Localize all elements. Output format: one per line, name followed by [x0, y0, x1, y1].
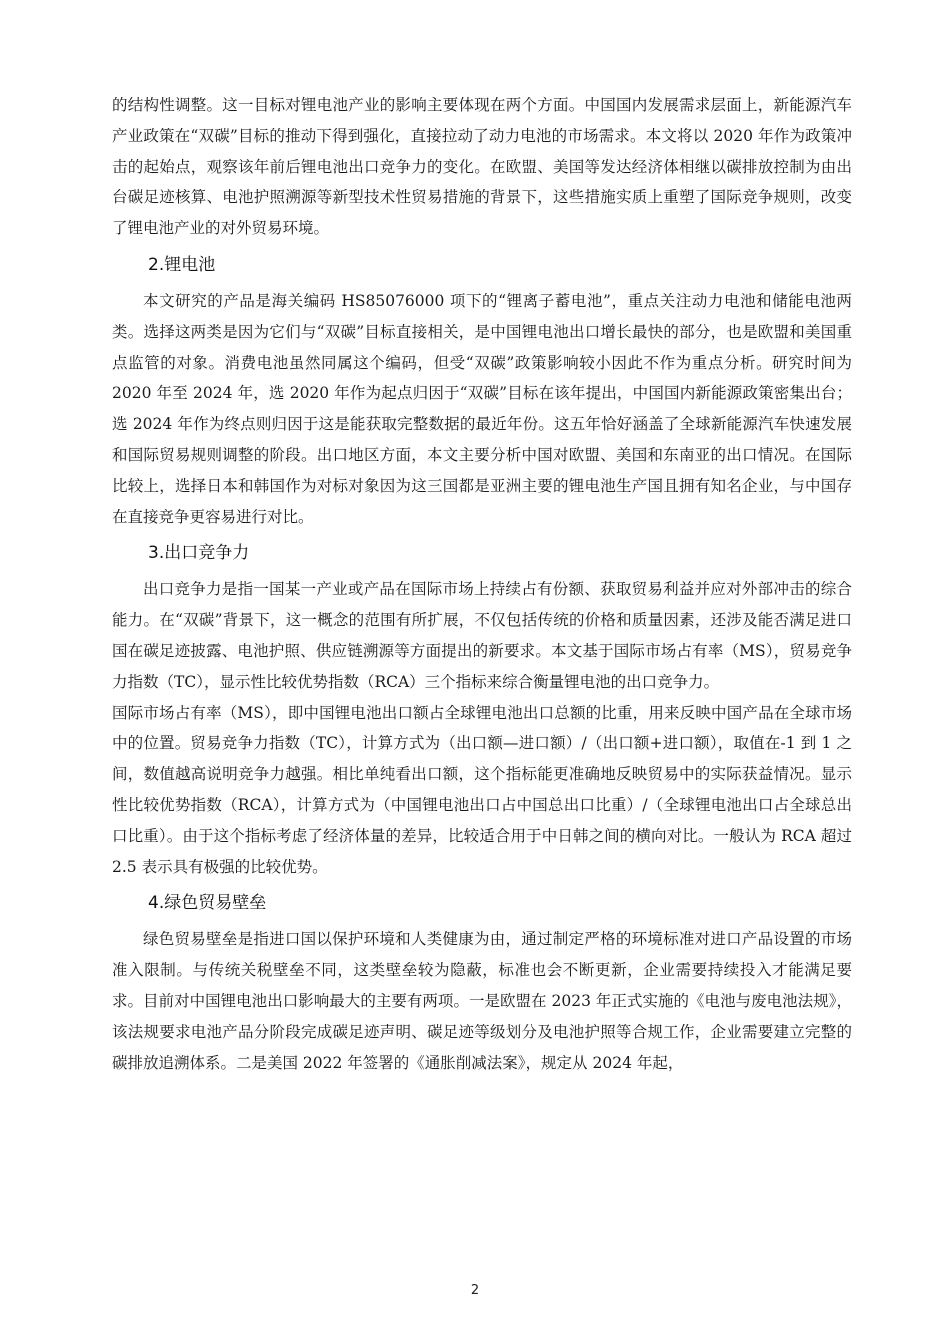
section-heading-lithium-battery: 2.锂电池 — [148, 254, 216, 275]
paragraph-intro: 的结构性调整。这一目标对锂电池产业的影响主要体现在两个方面。中国国内发展需求层面上，新能源汽车产业政策在“双碳”目标的推动下得到强化，直接拉动了动力电池的市场需求。本文将以 2020 年作为政策冲击的起始点，观察该年前后锂电池出口竞争力的变化。在欧盟、美国等发达经济体相继以碳排放控制为由出台碳足迹核算、电池护照溯源等新型技术性贸易措施的背景下，这些措施实质上重塑了国际竞争规则，改变了锂电池产业的对外贸易环境。 — [112, 96, 852, 238]
section-heading-export-competitiveness: 3.出口竞争力 — [148, 543, 250, 564]
document-body — [112, 90, 852, 1078]
paragraph-export-competitiveness: 出口竞争力是指一国某一产业或产品在国际市场上持续占有份额、获取贸易利益并应对外部冲击的综合能力。在“双碳”背景下，这一概念的范围有所扩展，不仅包括传统的价格和质量因素，还涉及能否满足进口国在碳足迹披露、电池护照、供应链溯源等方面提出的新要求。本文基于国际市场占有率（MS），贸易竞争力指数（TC），显示性比较优势指数（RCA）三个指标来综合衡量锂电池的出口竞争力。 — [112, 580, 852, 691]
page-number: 2 — [470, 1283, 480, 1298]
section-heading-green-trade-barrier: 4.绿色贸易壁垒 — [148, 893, 267, 914]
paragraph-lithium-battery: 本文研究的产品是海关编码 HS85076000 项下的“锂离子蓄电池”，重点关注动力电池和储能电池两类。选择这两类是因为它们与“双碳”目标直接相关，是中国锂电池出口增长最快的部分，也是欧盟和美国重点监管的对象。消费电池虽然同属这个编码，但受“双碳”政策影响较小因此不作为重点分析。研究时间为 2020 年至 2024 年，选 2020 年作为起点归因于“双碳”目标在该年提出，中国国内新能源政策密集出台；选 2024 年作为终点则归因于这是能获取完整数据的最近年份。这五年恰好涵盖了全球新能源汽车快速发展和国际贸易规则调整的阶段。出口地区方面，本文主要分析中国对欧盟、美国和东南亚的出口情况。在国际比较上，选择日本和韩国作为对标对象因为这三国都是亚洲主要的锂电池生产国且拥有知名企业，与中国存在直接竞争更容易进行对比。 — [112, 291, 852, 526]
paragraph-green-trade-barrier: 绿色贸易壁垒是指进口国以保护环境和人类健康为由，通过制定严格的环境标准对进口产品设置的市场准入限制。与传统关税壁垒不同，这类壁垒较为隐蔽，标准也会不断更新，企业需要持续投入才能满足要求。目前对中国锂电池出口影响最大的主要有两项。一是欧盟在 2023 年正式实施的《电池与废电池法规》，该法规要求电池产品分阶段完成碳足迹声明、碳足迹等级划分及电池护照等合规工作，企业需要建立完整的碳排放追溯体系。二是美国 2022 年签署的《通胀削减法案》，规定从 2024 年起， — [112, 930, 852, 1072]
paragraph-indicators: 国际市场占有率（MS），即中国锂电池出口额占全球锂电池出口总额的比重，用来反映中国产品在全球市场中的位置。贸易竞争力指数（TC），计算方式为（出口额—进口额）/（出口额+进口额），取值在-1 到 1 之间，数值越高说明竞争力越强。相比单纯看出口额，这个指标能更准确地反映贸易中的实际获益情况。显示性比较优势指数（RCA），计算方式为（中国锂电池出口占中国总出口比重）/（全球锂电池出口占全球总出口比重）。由于这个指标考虑了经济体量的差异，比较适合用于中日韩之间的横向对比。一般认为 RCA 超过 2.5 表示具有极强的比较优势。 — [112, 703, 852, 876]
